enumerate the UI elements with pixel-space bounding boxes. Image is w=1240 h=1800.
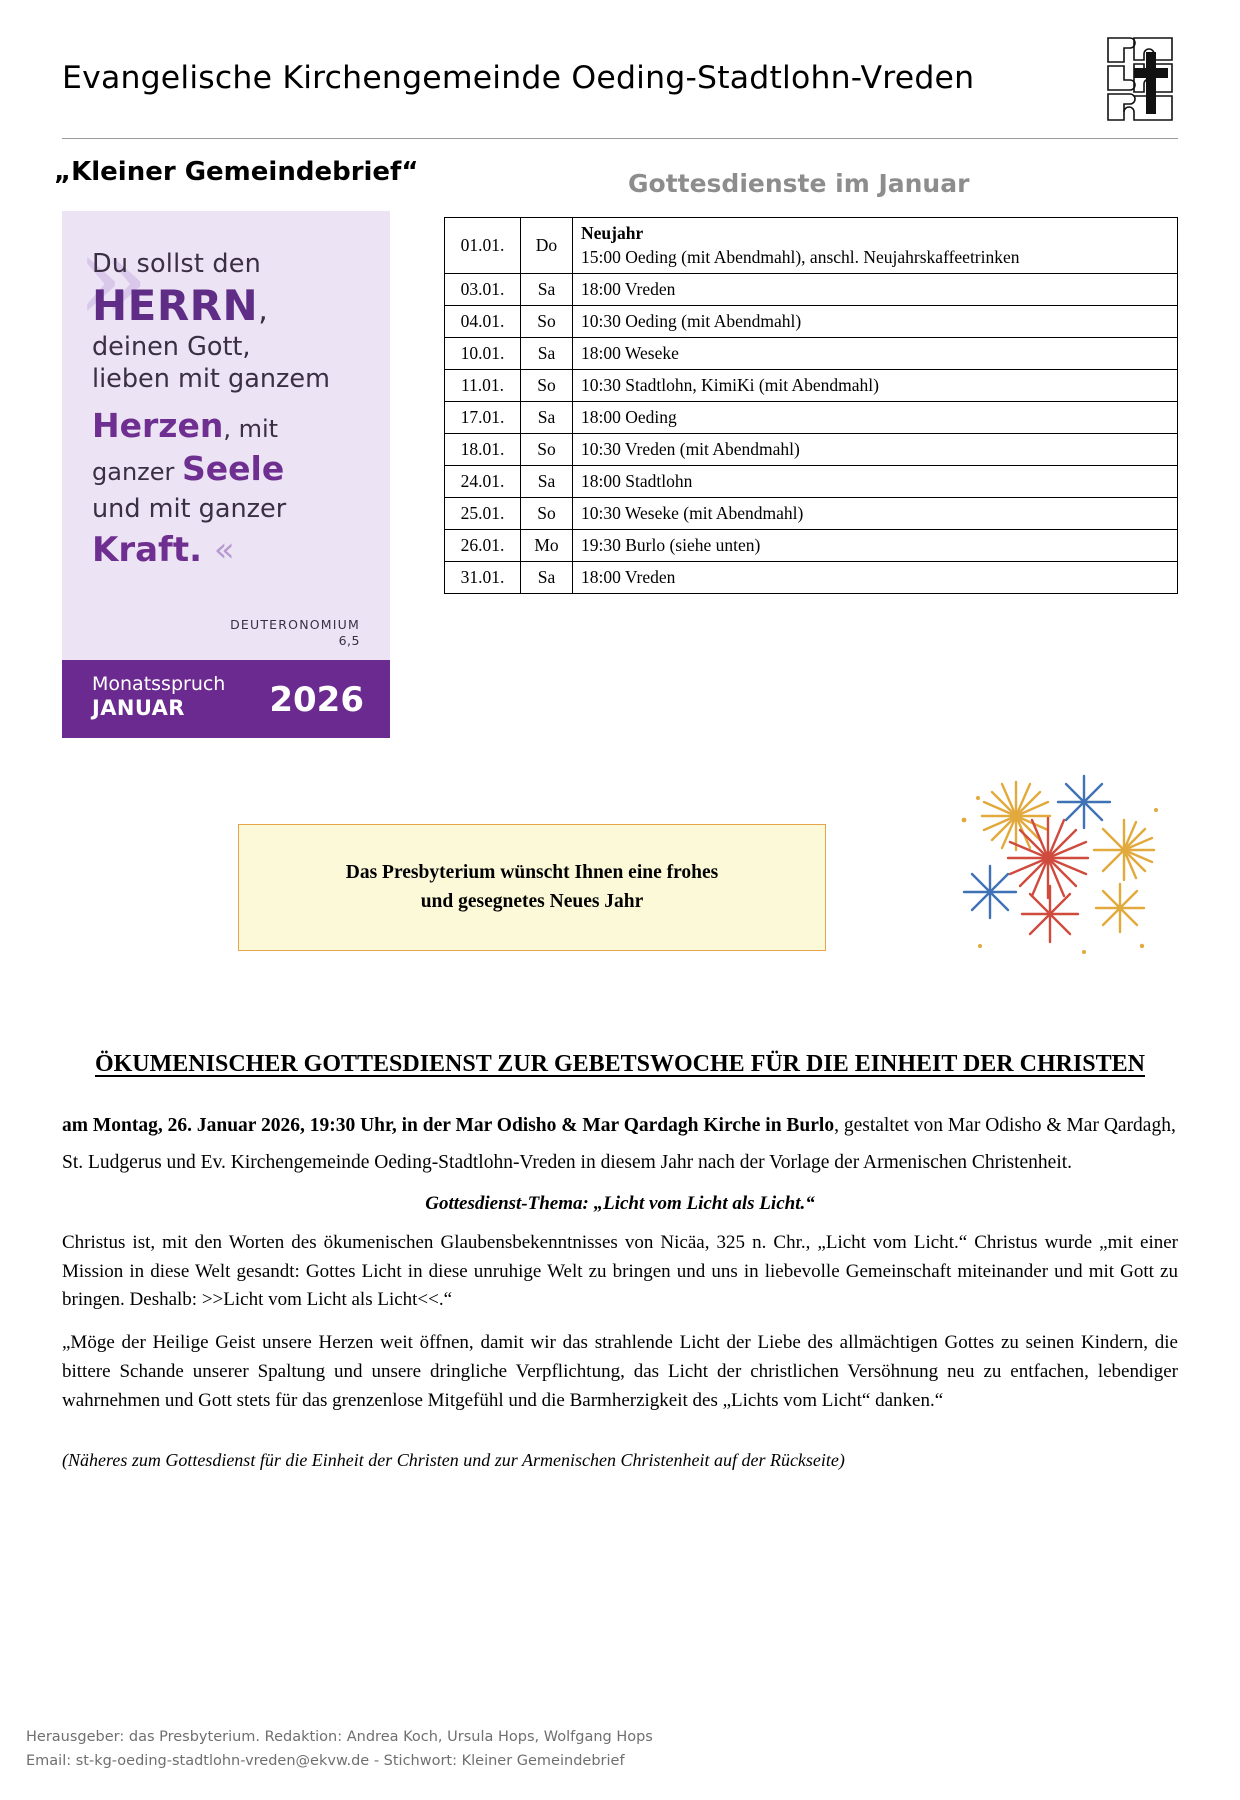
article-lead-bold: am Montag, 26. Januar 2026, 19:30 Uhr, in der Mar Odisho & Mar Qardagh Kirche in Burlo [62,1114,835,1136]
service-text: 10:30 Stadtlohn, KimiKi (mit Abendmahl) [573,370,1178,402]
page-title: „Kleiner Gemeindebrief“ [54,157,419,187]
table-row [445,274,1178,306]
service-text: 19:30 Burlo (siehe unten) [573,530,1178,562]
table-row [445,338,1178,370]
service-date: 03.01. [445,274,521,306]
article-lead-rest: , gestaltet von Mar Odisho & Mar Qardagh, St. Ludgerus und Ev. Kirchengemeinde Oeding-Stadtlohn-Vreden in diesem Jahr nach der Vorlage der Armenischen Christenheit. [62,1114,1176,1173]
verse-reference-verse: 6,5 [338,632,360,648]
service-date: 04.01. [445,306,521,338]
greeting-line-1: Das Presbyterium wünscht Ihnen eine frohes [345,862,719,884]
table-row [445,402,1178,434]
article-theme: Gottesdienst-Thema: „Licht vom Licht als Licht.“ [425,1192,815,1214]
verse-line-6 [92,449,360,488]
header-divider [62,138,1178,139]
verse-reference [62,603,390,648]
fireworks-illustration-icon [924,750,1172,980]
article-title: ÖKUMENISCHER GOTTESDIENST ZUR GEBETSWOCHE FÜR DIE EINHEIT DER CHRISTEN [94,1051,1146,1078]
monthly-verse-poster [62,211,390,738]
poster-footer-label: Monatsspruch [92,673,226,696]
service-day: Sa [521,338,573,370]
page-footer [26,1725,1214,1774]
verse-line-1: Du sollst den [92,249,261,279]
article-paragraph-2: „Möge der Heilige Geist unsere Herzen weit öffnen, damit wir das strahlende Licht der Liebe des allmächtigen Gottes zu seinen Kindern, die bittere Schande unserer Spaltung und unsere dringliche Verpflichtung, das Licht der christlichen Versöhnung neu zu entfachen, lebendiger wahrnehmen und Gott stets für das grenzenlose Mitgefühl und die Barmherzigkeit des „Lichts vom Licht“ danken.“ [62,1332,1178,1412]
footer-line-1: Herausgeber: das Presbyterium. Redaktion: Andrea Koch, Ursula Hops, Wolfgang Hops [26,1728,653,1745]
service-date: 17.01. [445,402,521,434]
service-date: 11.01. [445,370,521,402]
service-day: Sa [521,466,573,498]
service-date: 18.01. [445,434,521,466]
service-text: 18:00 Oeding [573,402,1178,434]
article-note: (Näheres zum Gottesdienst für die Einheit der Christen und zur Armenischen Christenheit auf der Rückseite) [62,1449,845,1470]
service-date: 24.01. [445,466,521,498]
service-text: 10:30 Vreden (mit Abendmahl) [573,434,1178,466]
article-paragraph-1: Christus ist, mit den Worten des ökumenischen Glaubensbekenntnisses von Nicäa, 325 n. Chr., „Licht vom Licht.“ Christus wurde „mit einer Mission in diese Welt gesandt: Gottes Licht in diese unruhige Welt zu bringen und uns in liebevolle Gemeinschaft miteinander und mit Gott zu bringen. Deshalb: >>Licht vom Licht als Licht<<.“ [62,1231,1178,1311]
notice-area [62,824,1178,1064]
subheader [54,157,1178,211]
service-day: Sa [521,562,573,594]
document-page [0,46,1240,1800]
service-date: 10.01. [445,338,521,370]
table-row [445,370,1178,402]
presbytery-greeting-box [238,824,826,951]
quote-close-icon: « [213,530,235,570]
verse-line-5 [92,406,360,445]
service-text: 18:00 Stadtlohn [573,466,1178,498]
verse-line-5-big: Herzen [92,406,224,445]
poster-footer [62,660,390,738]
services-section-heading: Gottesdienste im Januar [628,169,970,198]
service-day: So [521,434,573,466]
table-row [445,562,1178,594]
service-text: 10:30 Weseke (mit Abendmahl) [573,498,1178,530]
services-table [444,217,1178,594]
service-text: 10:30 Oeding (mit Abendmahl) [573,306,1178,338]
verse-line-8-word: Kraft. [92,530,203,570]
footer-line-2: Email: st-kg-oeding-stadtlohn-vreden@ekvw.de - Stichwort: Kleiner Gemeindebrief [26,1753,625,1770]
masthead [62,46,1178,128]
table-row [445,218,1178,274]
service-day: Mo [521,530,573,562]
table-row [445,434,1178,466]
greeting-line-2: und gesegnetes Neues Jahr [420,890,644,912]
article-lead [62,1107,1178,1181]
verse-line-8 [92,530,360,570]
services-table-wrapper [444,217,1178,594]
table-row [445,306,1178,338]
service-text: 18:00 Vreden [573,562,1178,594]
congregation-name: Evangelische Kirchengemeinde Oeding-Stadtlohn-Vreden [62,60,975,96]
verse-line-6-big: Seele [182,449,285,488]
verse-line-4: lieben mit ganzem [92,364,330,394]
verse-line-7: und mit ganzer [92,494,287,524]
service-day: So [521,306,573,338]
service-date: 25.01. [445,498,521,530]
service-day: Do [521,218,573,274]
service-text [573,218,1178,274]
verse-line-2-comma: , [258,293,269,328]
service-date: 01.01. [445,218,521,274]
verse-line-2-word: HERRN [92,281,259,330]
service-date: 26.01. [445,530,521,562]
service-day: Sa [521,402,573,434]
service-text: 18:00 Weseke [573,338,1178,370]
table-row [445,530,1178,562]
poster-footer-year: 2026 [269,680,364,721]
service-day: Sa [521,274,573,306]
service-day: So [521,370,573,402]
quote-open-icon: » [76,211,140,348]
verse-line-5-small: , mit [223,415,279,443]
service-detail: 15:00 Oeding (mit Abendmahl), anschl. Neujahrskaffeetrinken [581,247,1020,267]
service-label: Neujahr [581,223,644,243]
poster-footer-month: JANUAR [92,696,185,721]
service-date: 31.01. [445,562,521,594]
article [62,1048,1178,1471]
verse-line-6-small: ganzer [92,458,183,486]
table-row [445,498,1178,530]
service-day: So [521,498,573,530]
main-content [62,211,1178,1064]
puzzle-cross-logo-icon [1102,32,1178,128]
verse-line-2 [92,281,360,330]
verse-line-3: deinen Gott, [92,332,251,362]
verse-reference-book: DEUTERONOMIUM [230,617,360,632]
table-row [445,466,1178,498]
service-text: 18:00 Vreden [573,274,1178,306]
